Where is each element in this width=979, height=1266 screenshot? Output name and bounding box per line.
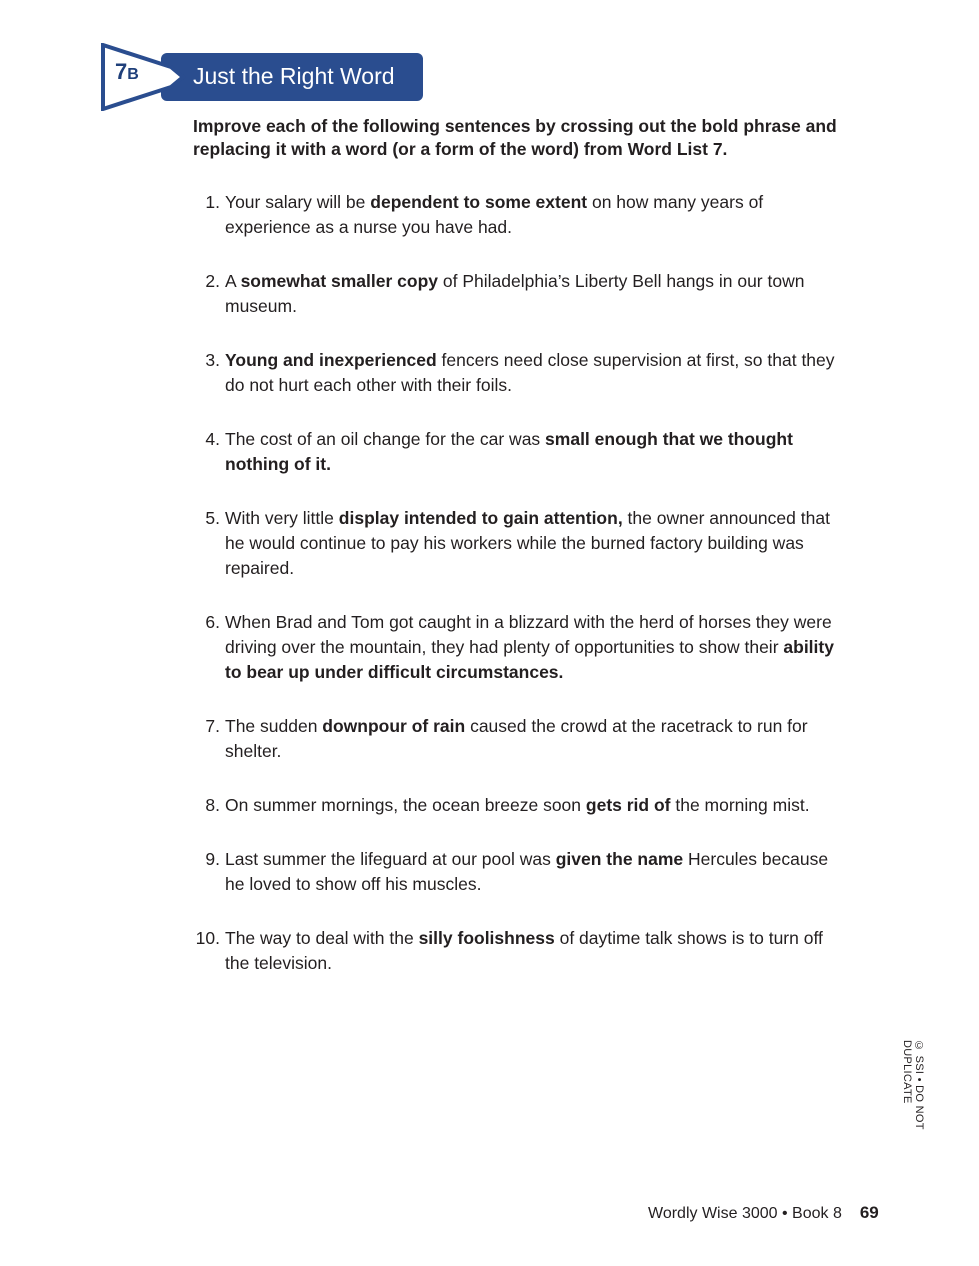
section-number: 7B <box>115 59 139 84</box>
bold-phrase: ability to bear up under difficult circumstances. <box>225 637 834 682</box>
list-item: 4. The cost of an oil change for the car was small enough that we thought nothing of it. <box>188 427 848 477</box>
bold-phrase: display intended to gain attention, <box>338 508 623 528</box>
list-item: 2. A somewhat smaller copy of Philadelphia’s Liberty Bell hangs in our town museum. <box>188 269 848 319</box>
list-item: 7. The sudden downpour of rain caused the crowd at the racetrack to run for shelter. <box>188 714 848 764</box>
item-number: 5. <box>205 508 220 528</box>
item-number: 4. <box>205 429 220 449</box>
list-item: 10. The way to deal with the silly foolishness of daytime talk shows is to turn off the television. <box>188 926 848 976</box>
instructions: Improve each of the following sentences by crossing out the bold phrase and replacing it with a word (or a form of the word) from Word List 7. <box>193 116 837 159</box>
list-item: 6. When Brad and Tom got caught in a blizzard with the herd of horses they were driving over the mountain, they had plenty of opportunities to show their ability to bear up under difficult circumstances. <box>188 610 848 685</box>
bold-phrase: gets rid of <box>585 795 671 815</box>
item-number: 9. <box>205 849 220 869</box>
bold-phrase: Young and inexperienced <box>225 350 437 370</box>
bold-phrase: silly foolishness <box>418 928 555 948</box>
item-number: 1. <box>205 192 220 212</box>
list-item: 5. With very little display intended to gain attention, the owner announced that he would continue to pay his workers while the burned factory building was repaired. <box>188 506 848 581</box>
item-number: 2. <box>205 271 220 291</box>
item-number: 7. <box>205 716 220 736</box>
item-number: 6. <box>205 612 220 632</box>
bold-phrase: downpour of rain <box>322 716 466 736</box>
item-number: 3. <box>205 350 220 370</box>
bold-phrase: small enough that we thought nothing of it. <box>225 429 793 474</box>
bold-phrase: dependent to some extent <box>370 192 588 212</box>
list-item: 9. Last summer the lifeguard at our pool was given the name Hercules because he loved to show off his muscles. <box>188 847 848 897</box>
bold-phrase: somewhat smaller copy <box>240 271 439 291</box>
section-header <box>101 43 426 111</box>
page-footer <box>648 1203 879 1223</box>
copyright-note: © SSI • DO NOT DUPLICATE <box>901 1040 925 1130</box>
book-title: Wordly Wise 3000 • Book 8 <box>648 1205 842 1222</box>
list-item: 8. On summer mornings, the ocean breeze soon gets rid of the morning mist. <box>188 793 848 818</box>
item-number: 8. <box>205 795 220 815</box>
page-number: 69 <box>859 1203 879 1222</box>
exercise-list <box>188 190 848 1005</box>
section-title: Just the Right Word <box>193 63 395 89</box>
bold-phrase: given the name <box>555 849 684 869</box>
list-item: 3. Young and inexperienced fencers need close supervision at first, so that they do not hurt each other with their foils. <box>188 348 848 398</box>
item-number: 10. <box>195 928 220 948</box>
list-item: 1. Your salary will be dependent to some extent on how many years of experience as a nurse you have had. <box>188 190 848 240</box>
